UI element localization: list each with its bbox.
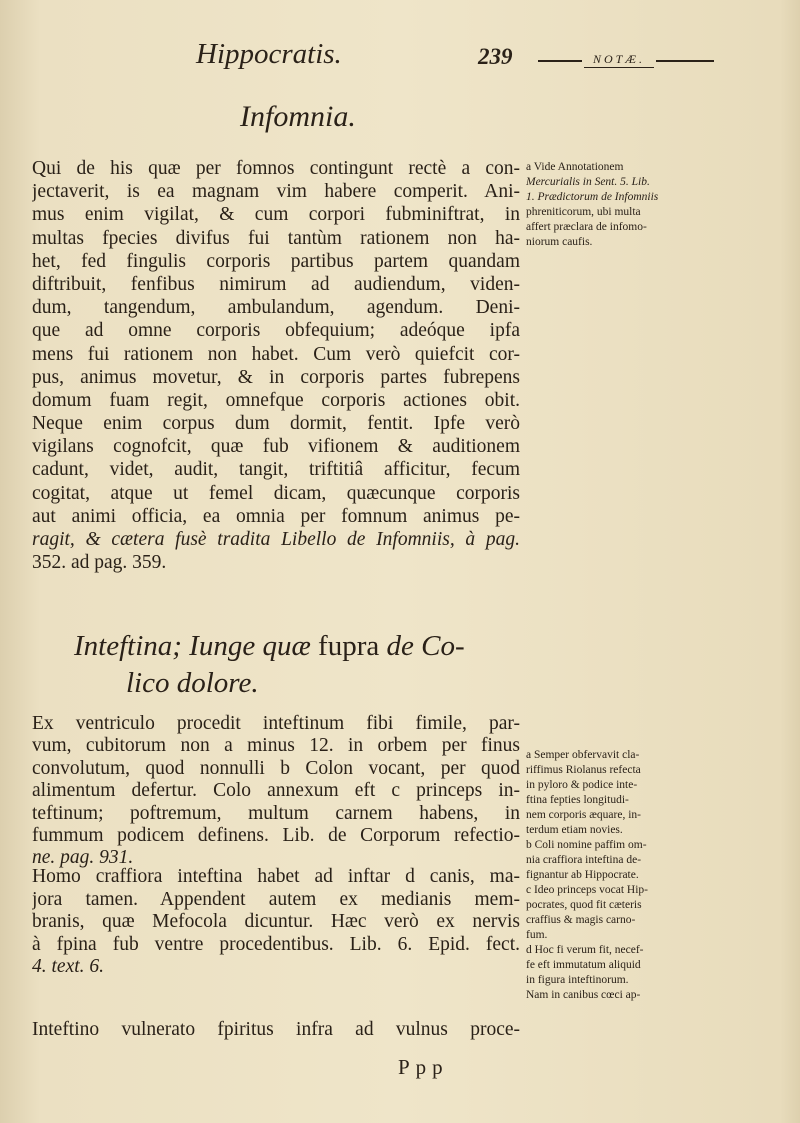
note-line: fe eft immutatum aliquid: [526, 959, 641, 971]
text-line: alimentum defertur. Colo annexum eft c princeps in-: [32, 780, 520, 802]
notes-label: NOTÆ.: [584, 52, 654, 68]
note-line: b Coli nomine paffim om-: [526, 839, 647, 851]
note-line: nem corporis æquare, in-: [526, 809, 641, 821]
note-line: affert præclara de infomo-: [526, 221, 647, 233]
body-text-intestina-3: [32, 1018, 520, 1041]
note-line: ftina fepties longitudi-: [526, 794, 629, 806]
note-line: fignantur ab Hippocrate.: [526, 869, 639, 881]
section-title-intestina: [74, 628, 514, 702]
text-line: Ex ventriculo procedit inteftinum fibi fimile, par-: [32, 713, 520, 734]
header-rule-left: [538, 60, 582, 62]
text-line: ne. pag. 931.: [32, 847, 134, 869]
text-line: convolutum, quod nonnulli b Colon vocant, per quod: [32, 757, 520, 779]
section-title-insomnia: Infomnia.: [240, 100, 356, 133]
text-line: que ad omne corporis obfequium; adeóque ipfa: [32, 320, 520, 342]
text-line: cadunt, videt, audit, tangit, triftitiâ afficitur, fecum: [32, 459, 520, 481]
note-line: nia craffiora inteftina de-: [526, 854, 642, 866]
note-line: a Semper obfervavit cla-: [526, 749, 640, 761]
note-line: pocrates, quod fit cæteris: [526, 899, 642, 911]
note-line: a Vide Annotationem: [526, 161, 624, 173]
text-line: jora tamen. Appendent autem ex medianis mem-: [32, 888, 520, 910]
text-line: Qui de his quæ per fomnos contingunt rectè a con-: [32, 158, 520, 179]
text-line: multas fpecies divifus fui tantùm rationem non ha-: [32, 227, 520, 249]
text-line: fummum podicem definens. Lib. de Corporum refectio-: [32, 824, 520, 846]
text-line: ragit, & cætera fusè tradita Libello de Infomniis, à pag.: [32, 529, 520, 550]
note-line: in figura inteftinorum.: [526, 974, 629, 986]
body-text-intestina: [32, 713, 520, 870]
text-line: vigilans cognofcit, quæ fub vifionem & auditionem: [32, 436, 520, 458]
text-line: vum, cubitorum non a minus 12. in orbem per finus: [32, 735, 520, 757]
text-line: dum, tangendum, ambulandum, agendum. Deni-: [32, 297, 520, 319]
note-line: d Hoc fi verum fit, necef-: [526, 944, 644, 956]
header-rule-right: [656, 60, 714, 62]
text-line: pus, animus movetur, & in corporis partes fubrepens: [32, 366, 520, 388]
note-line: in pyloro & podice inte-: [526, 779, 638, 791]
text-line: het, fed fingulis corporis partibus partem quandam: [32, 250, 520, 272]
text-line: diftribuit, fenfibus nimirum ad audiendum, viden-: [32, 273, 520, 295]
title-part: fupra: [318, 630, 380, 662]
text-line: branis, quæ Mefocola dicuntur. Hæc verò ex nervis: [32, 911, 520, 933]
note-line: phreniticorum, ubi multa: [526, 206, 641, 218]
text-line: Homo craffiora inteftina habet ad inftar d canis, ma-: [32, 866, 520, 887]
page-header: [0, 38, 800, 78]
text-line: Inteftino vulnerato fpiritus infra ad vulnus proce-: [32, 1019, 520, 1040]
text-line: domum fuam regit, omnefque corporis actiones obit.: [32, 389, 520, 411]
running-title: Hippocratis.: [196, 38, 342, 70]
title-part: de Co-: [386, 630, 465, 662]
text-line: teftinum; poftremum, multum carnem habens, in: [32, 802, 520, 824]
text-line: aut animi officia, ea omnia per fomnum animus pe-: [32, 505, 520, 527]
note-line: niorum caufis.: [526, 236, 593, 248]
text-line: 352. ad pag. 359.: [32, 552, 167, 574]
text-line: jectaverit, is ea magnam vim habere comperit. Ani-: [32, 181, 520, 203]
note-line: Mercurialis in Sent. 5. Lib.: [526, 176, 650, 188]
text-line: Neque enim corpus dum dormit, fentit. Ipfe verò: [32, 413, 520, 435]
note-line: craffius & magis carno-: [526, 914, 636, 926]
text-line: mus enim vigilat, & cum corpori fubminiftrat, in: [32, 204, 520, 226]
title-part: lico dolore.: [126, 667, 259, 699]
text-line: cogitat, atque ut femel dicam, quæcunque corporis: [32, 482, 520, 504]
note-line: c Ideo princeps vocat Hip-: [526, 884, 648, 896]
body-text-intestina-2: [32, 866, 520, 979]
note-line: terdum etiam novies.: [526, 824, 623, 836]
note-line: 1. Prædictorum de Infomniis: [526, 191, 659, 203]
margin-notes-intestina: [526, 748, 786, 1003]
title-part: Inteftina; Iunge quæ: [74, 630, 311, 662]
body-text-insomnia: [32, 157, 520, 574]
note-line: Nam in canibus cœci ap-: [526, 989, 641, 1001]
text-line: 4. text. 6.: [32, 956, 105, 978]
margin-notes-insomnia: [526, 160, 786, 250]
note-line: fum.: [526, 929, 548, 941]
note-line: riffimus Riolanus refecta: [526, 764, 641, 776]
signature-mark: Ppp: [398, 1055, 449, 1079]
text-line: à fpina fub ventre procedentibus. Lib. 6. Epid. fect.: [32, 933, 520, 955]
page-number: 239: [478, 44, 513, 69]
text-line: mens fui rationem non habet. Cum verò quiefcit cor-: [32, 343, 520, 365]
